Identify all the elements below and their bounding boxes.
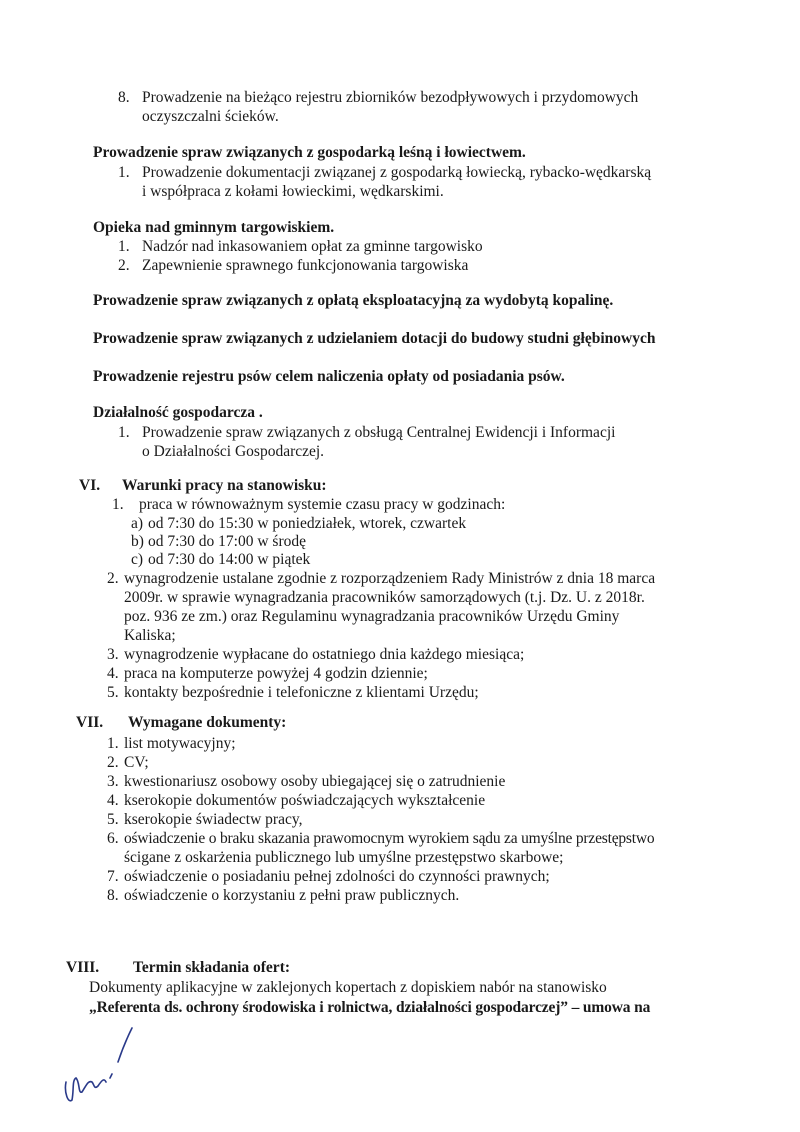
list-item-text-cont: 2009r. w sprawie wynagradzania pracowników samorządowych (t.j. Dz. U. z 2018r.: [124, 589, 645, 606]
list-number: 3.: [107, 773, 119, 790]
section-vi-numeral: VI.: [79, 477, 101, 494]
list-number: 1.: [118, 424, 130, 441]
sub-letter: c): [131, 551, 144, 568]
section-heading-market: Opieka nad gminnym targowiskiem.: [93, 219, 335, 236]
list-item-text: oświadczenie o posiadaniu pełnej zdolności do czynności prawnych;: [124, 868, 550, 885]
list-number: 5.: [107, 811, 119, 828]
sub-item-text: od 7:30 do 14:00 w piątek: [148, 551, 311, 568]
section-heading-forest: Prowadzenie spraw związanych z gospodarką leśną i łowiectwem.: [93, 144, 526, 161]
list-item-text: kserokopie świadectw pracy,: [124, 811, 303, 828]
list-number: 4.: [107, 792, 119, 809]
paragraph-line: Dokumenty aplikacyjne w zaklejonych kopertach z dopiskiem nabór na stanowisko: [89, 979, 607, 996]
list-item-text: CV;: [124, 754, 149, 771]
list-number: 5.: [107, 684, 119, 701]
list-item-text: kserokopie dokumentów poświadczających wykształcenie: [124, 792, 486, 809]
list-item-text-cont: o Działalności Gospodarczej.: [142, 443, 325, 460]
list-item-text-cont: ścigane z oskarżenia publicznego lub umyślne przestępstwo skarbowe;: [124, 849, 564, 866]
list-item-text-cont: i współpraca z kołami łowieckimi, wędkarskimi.: [142, 183, 444, 200]
list-item-text: praca na komputerze powyżej 4 godzin dziennie;: [124, 665, 428, 682]
list-number: 7.: [107, 868, 119, 885]
list-number: 8.: [107, 887, 119, 904]
list-number: 1.: [118, 238, 130, 255]
list-number: 8.: [118, 89, 130, 106]
section-vii-numeral: VII.: [76, 714, 104, 731]
section-viii-numeral: VIII.: [66, 959, 100, 976]
list-item-text: Prowadzenie spraw związanych z obsługą Centralnej Ewidencji i Informacji: [142, 424, 616, 441]
sub-letter: a): [131, 515, 144, 532]
list-item-text: wynagrodzenie ustalane zgodnie z rozporządzeniem Rady Ministrów z dnia 18 marca: [124, 570, 656, 587]
list-item-text: kontakty bezpośrednie i telefoniczne z klientami Urzędu;: [124, 684, 479, 701]
section-vi-title: Warunki pracy na stanowisku:: [122, 477, 327, 494]
section-heading-wells: Prowadzenie spraw związanych z udzielaniem dotacji do budowy studni głębinowych: [93, 330, 656, 347]
list-number: 2.: [107, 754, 119, 771]
list-item-text: praca w równoważnym systemie czasu pracy w godzinach:: [139, 496, 506, 513]
section-heading-dogs: Prowadzenie rejestru psów celem naliczenia opłaty od posiadania psów.: [93, 368, 565, 385]
handwritten-signature: [60, 1020, 140, 1110]
list-number: 1.: [107, 735, 119, 752]
list-number: 3.: [107, 646, 119, 663]
list-number: 4.: [107, 665, 119, 682]
list-number: 6.: [107, 830, 119, 847]
section-heading-fee: Prowadzenie spraw związanych z opłatą eksploatacyjną za wydobytą kopalinę.: [93, 292, 614, 309]
list-number: 1.: [118, 164, 130, 181]
list-item-text-cont: Kaliska;: [124, 627, 176, 644]
list-item-text: Nadzór nad inkasowaniem opłat za gminne targowisko: [142, 238, 483, 255]
list-item-text: oświadczenie o braku skazania prawomocnym wyrokiem sądu za umyślne przestępstwo: [124, 830, 655, 847]
list-item-text: list motywacyjny;: [124, 735, 236, 752]
list-item-text-cont: oczyszczalni ścieków.: [142, 108, 279, 125]
list-number: 1.: [112, 496, 124, 513]
list-number: 2.: [107, 570, 119, 587]
paragraph-line-bold: „Referenta ds. ochrony środowiska i rolnictwa, działalności gospodarczej” – umowa na: [89, 999, 651, 1016]
list-number: 2.: [118, 257, 130, 274]
list-item-text: Prowadzenie dokumentacji związanej z gospodarką łowiecką, rybacko-wędkarską: [142, 164, 652, 181]
section-heading-business: Działalność gospodarcza .: [93, 404, 263, 421]
section-viii-title: Termin składania ofert:: [133, 959, 291, 976]
list-item-text: kwestionariusz osobowy osoby ubiegającej się o zatrudnienie: [124, 773, 506, 790]
sub-letter: b): [131, 533, 144, 550]
list-item-text: Zapewnienie sprawnego funkcjonowania targowiska: [142, 257, 469, 274]
section-vii-title: Wymagane dokumenty:: [128, 714, 287, 731]
list-item-text: oświadczenie o korzystaniu z pełni praw publicznych.: [124, 887, 460, 904]
list-item-text: wynagrodzenie wypłacane do ostatniego dnia każdego miesiąca;: [124, 646, 525, 663]
list-item-text-cont: poz. 936 ze zm.) oraz Regulaminu wynagradzania pracowników Urzędu Gminy: [124, 608, 620, 625]
list-item-text: Prowadzenie na bieżąco rejestru zbiorników bezodpływowych i przydomowych: [142, 89, 639, 106]
sub-item-text: od 7:30 do 15:30 w poniedziałek, wtorek, czwartek: [148, 515, 467, 532]
sub-item-text: od 7:30 do 17:00 w środę: [148, 533, 307, 550]
